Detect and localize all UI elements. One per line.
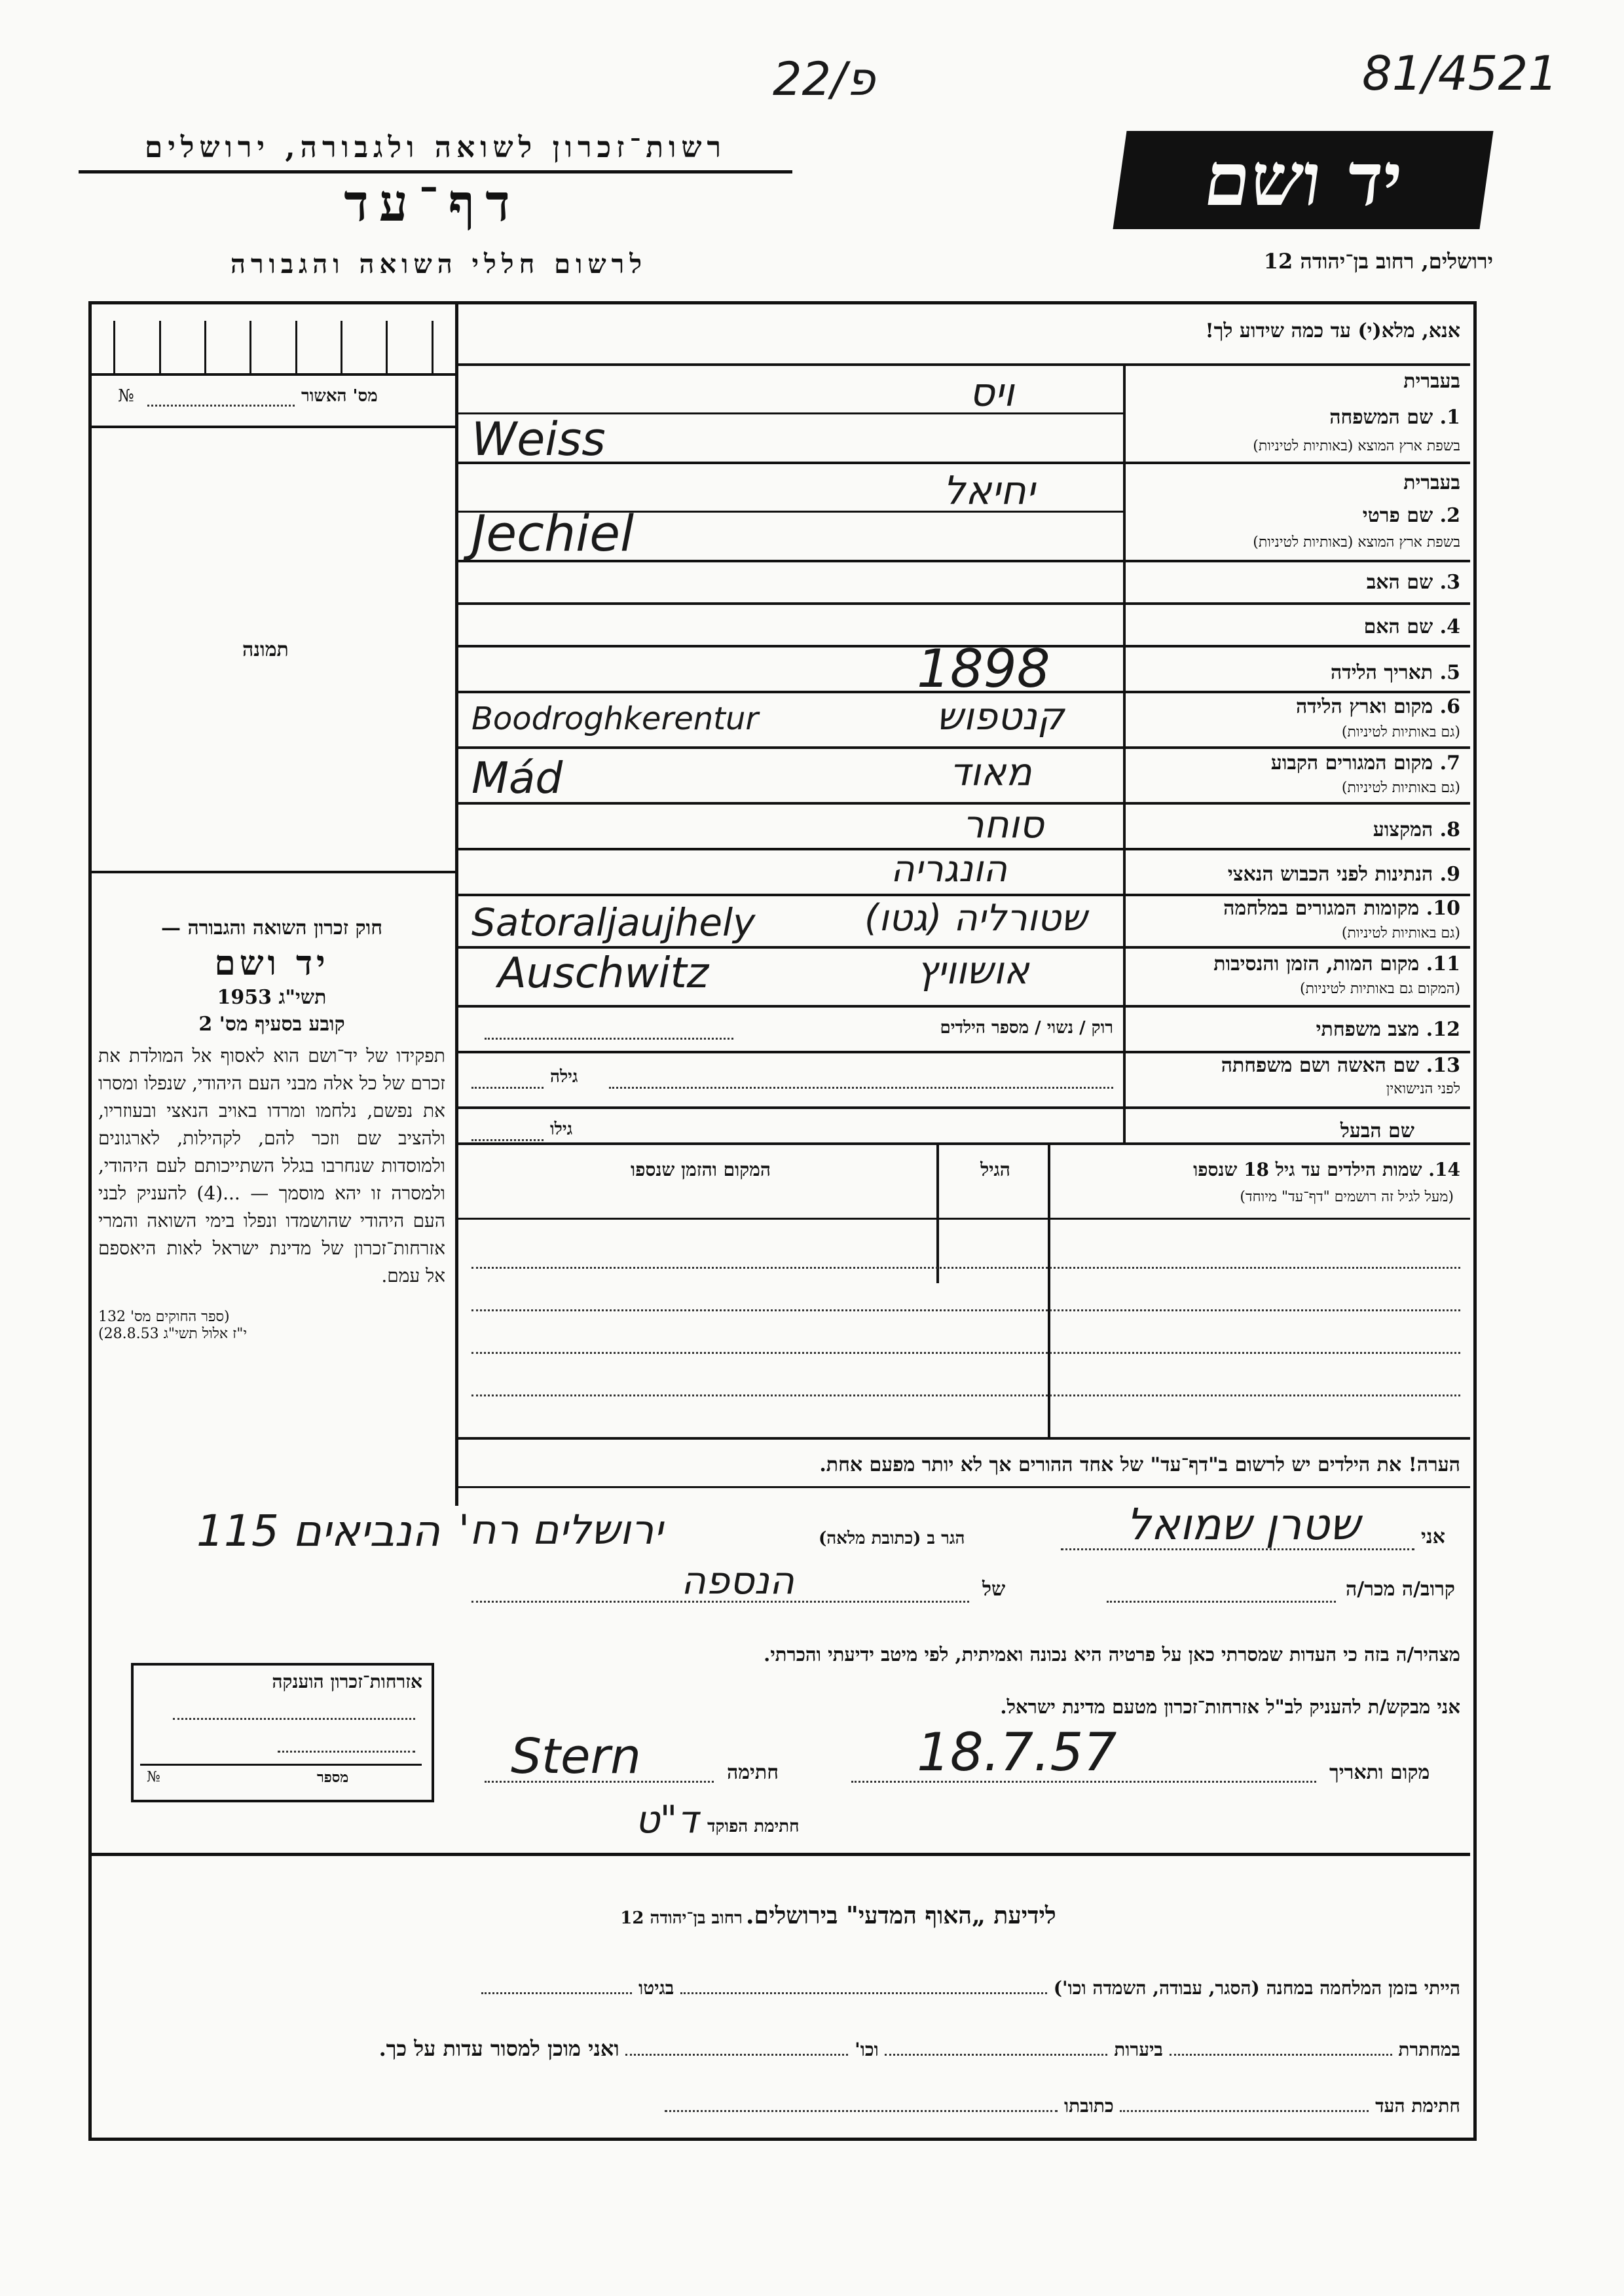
birth-date-value: 1898 xyxy=(917,638,1050,699)
official-signature-label: חתימת הפוקד xyxy=(707,1817,800,1836)
birth-place-hebrew: קנטפוש xyxy=(936,694,1065,738)
first-name-latin: Jechiel xyxy=(471,504,635,562)
marital-status-label: 12. מצב משפחתי xyxy=(1316,1018,1460,1041)
nationality-value: הונגריה xyxy=(891,848,1008,890)
photo-label: תמונה xyxy=(242,638,289,661)
birth-date-label: 5. תאריך הלידה xyxy=(1331,661,1460,684)
birth-place-latin: Boodroghkerentur xyxy=(471,701,759,737)
mother-name-label: 4. שם האם xyxy=(1363,615,1460,638)
approval-label: מס' האשור xyxy=(301,386,378,406)
declarant-name: שטרן שמואל xyxy=(1126,1499,1360,1550)
death-place-hebrew: אושוויץ xyxy=(917,948,1029,993)
family-name-latin: Weiss xyxy=(471,412,606,466)
husband-age-label: גילו xyxy=(550,1120,573,1139)
field-1-label: בעברית xyxy=(1403,370,1460,393)
citizenship-box: אזרחות־זכרון הוענקה № מספר xyxy=(131,1663,434,1802)
date-value: 18.7.57 xyxy=(917,1722,1117,1783)
official-signature: ד"ט xyxy=(635,1797,698,1842)
children-label: 14. שמות הילדים עד גיל 18 שנספו xyxy=(1193,1159,1460,1180)
wartime-residence-latin: Satoraljaujhely xyxy=(471,900,756,945)
yad-vashem-logo: יד ושם xyxy=(1113,131,1493,229)
place-date-label: מקום ותאריך xyxy=(1329,1761,1430,1784)
death-place-latin: Auschwitz xyxy=(498,949,709,998)
children-age-header: הגיל xyxy=(980,1159,1010,1180)
signature-label: חתימה xyxy=(727,1761,779,1784)
footer-line-3: חתימת העד כתובתו xyxy=(98,2095,1460,2117)
residence-hebrew: מאוד xyxy=(950,750,1032,794)
address-line-1: ירושלים רח' xyxy=(458,1506,663,1554)
approval-box xyxy=(92,321,455,376)
relation-value: הנספה xyxy=(681,1558,794,1603)
institution-name: רשות־זכרון לשואה ולגבורה, ירושלים xyxy=(144,131,727,164)
declaration-text: מצהיר/ה בזה כי העדות שמסרתי כאן על פרטיה היא נכונה ואמיתית, לפי מיטב ידיעתי והכרתי. xyxy=(764,1643,1460,1666)
profession-value: סוחר xyxy=(963,802,1044,847)
wife-age-label: גילה xyxy=(550,1067,578,1087)
footer-line-2: במחתרת ביערות וכו' ואני מוכן למסור עדות על כך. xyxy=(378,2036,1460,2061)
first-name-hebrew: יחיאל xyxy=(943,468,1035,514)
address: ירושלים, רחוב בן־יהודה 12 xyxy=(1263,249,1493,274)
note-text: הערה! את הילדים יש לרשום ב"דף־עד" של אחד ההורים אך לא יותר מפעם אחת. xyxy=(819,1453,1460,1476)
of-label: של xyxy=(982,1578,1006,1601)
relative-label: קרוב/ה מכר/ה xyxy=(1346,1578,1455,1601)
approval-no-label: № xyxy=(118,386,134,406)
wartime-residence-hebrew: שטורליה (גטו) xyxy=(864,897,1087,939)
form-subtitle: לרשום חללי השואה והגבורה xyxy=(230,249,648,280)
form-title: דף־עד xyxy=(344,173,521,233)
profession-label: 8. המקצוע xyxy=(1373,818,1460,841)
family-name-hebrew: ויס xyxy=(969,370,1014,416)
page-number: 22/פ xyxy=(773,52,876,106)
residence-latin: Mád xyxy=(471,753,563,803)
law-section: חוק זכרון השואה והגבורה — יד ושם תשי"ג 1953 קובע בסעיף מס' 2 תפקידו של יד־ושם הוא לאסוף אל המולדת את זכרם של כל אלה מבני העם היהודי, שנפלו ומסרו את נפשם, נלחמו ומרדו באויב הנאצי ובעוזריו, ולהציב שם וזכר להם, לקהילות, לארגונים ולמוסדות שנחרבו בגלל השתייכותם לעם היהודי, ולמסרה זו יהא מוסמך — ...(4) להעניק לבני העם היהודי שהושמדו ונפלו בימי השואה והמרי אזרחות־זכרון של מדינת ישראל לאות היאספם אל עמם. (ספר החוקים מס' 132 י"ז אלול תשי"ג 28.8.53) xyxy=(98,917,445,1342)
request-text: אני מבקש/ת להעניק לב"ל אזרחות־זכרון מטעם מדינת ישראל. xyxy=(1000,1696,1460,1718)
living-label: הגר ב (כתובת מלאה) xyxy=(819,1529,965,1548)
marital-status-options: רוק / נשוי / מספר הילדים xyxy=(940,1018,1113,1038)
instruction-text: אנא, מלא(י) עד כמה שידוע לך! xyxy=(1205,319,1460,342)
stamp-number: 81/4521 xyxy=(1362,46,1559,101)
father-name-label: 3. שם האב xyxy=(1366,571,1460,594)
children-place-header: המקום והזמן שנספו xyxy=(631,1159,771,1180)
address-line-2: הנביאים 115 xyxy=(196,1506,441,1556)
signature-value: Stern xyxy=(511,1728,641,1785)
husband-name-label: שם הבעל xyxy=(1340,1120,1414,1142)
nationality-label: 9. הנתינות לפני הכבוש הנאצי xyxy=(1227,863,1460,886)
footer-line-1: הייתי בזמן המלחמה במחנה (הסגר, עבודה, השמדה וכו') בגיטו xyxy=(98,1977,1460,1999)
declarant-i-label: אני xyxy=(1421,1525,1445,1548)
footer-title: לידיעת „האוף המדעי" בירושלים. רחוב בן־יהודה 12 xyxy=(620,1902,1056,1929)
page: 22/פ 81/4521 רשות־זכרון לשואה ולגבורה, ירושלים דף־עד לרשום חללי השואה והגבורה יד ושם ירושלים, רחוב בן־יהודה 12 מס' האשור № תמונה חוק זכרון השואה והגבורה — יד ושם תשי"ג 1953 קובע בסעיף מס' 2 תפקידו של יד־ושם הוא לאסוף אל המולדת את זכרם של כל אלה מבני העם היהודי, שנפלו ומסרו את נפשם, נלחמו ומרדו באויב הנאצי ובעוזריו, ולהציב שם וזכר להם, לקהילות, לארגונים ולמוסדות שנחרבו בגלל השתייכותם לעם היהודי, ולמסרה זו יהא מוסמך — ...(4) להעניק לבני העם היהודי שהושמדו ונפלו בימי השואה והמרי אזרחות־זכרון של מדינת ישראל לאות היאספם אל עמם. (ספר החוקים מס' 132 י"ז אלול תשי"ג 28.8.53) אזרחות־זכרון הוענקה № מספר אנא, מלא(י) עד כמה שידוע לך! בעברית 1. שם המשפחה בשפת ארץ המוצא (באותיות לטיניות) ויס Weiss בעברית 2. שם פרטי בשפת ארץ המוצא (באותיות לטיניות) יחיאל Jechiel 3. שם האב 4. שם האם 5. תאריך הלידה 1898 6. מקום וארץ הלידה (גם באותיות לטיניות) קנטפוש Boodroghkerentur 7. מקום המגורים הקבוע (גם באותיות לטיניות) מאוד Mád 8. המקצוע סוחר 9. הנתינות לפני הכבוש הנאצי הונגריה 10. מקומות המגורים במלחמה (גם באותיות לטיניות) שטורליה (גטו) Satoraljaujhely 11. מקום המות, הזמן והנסיבות (המקום גם באותיות לטיניות) אושוויץ Auschwitz 12. מצב משפחתי רוק / נשוי / מספר הילדים 13. שם האשה ושם משפחתה לפני הנישואין גילה שם הבעל גילו 14. שמות הילדים עד גיל 18 שנספו (מעל לגיל זה רושמים "דף־עד" מיוחד) הגיל המקום והזמן שנספו הערה! את הילדים יש לרשום ב"דף־עד" של אחד ההורים אך לא יותר מפעם אחת. אני שטרן שמואל הגר ב (כתובת מלאה) ירושלים רח' הנביאים 115 קרוב/ה מכר/ה של הנספה מצהיר/ה בזה כי העדות שמסרתי כאן על פרטיה היא נכונה ואמיתית, לפי מיטב ידיעתי והכרתי. אני מבקש/ת להעניק לב"ל אזרחות־זכרון מטעם מדינת ישראל. מקום ותאריך 18.7.57 חתימה Stern חתימת הפוקד ד"ט לידיעת „האוף המדעי" בירושלים. רחוב בן־יהודה 12 הייתי בזמן המלחמה במחנה (הסגר, עבודה, השמדה וכו') בגיטו במחתרת ביערות וכו' ואני מוכן למסור עדות על כך. חתימת העד כתובתו xyxy=(0,0,1624,2296)
